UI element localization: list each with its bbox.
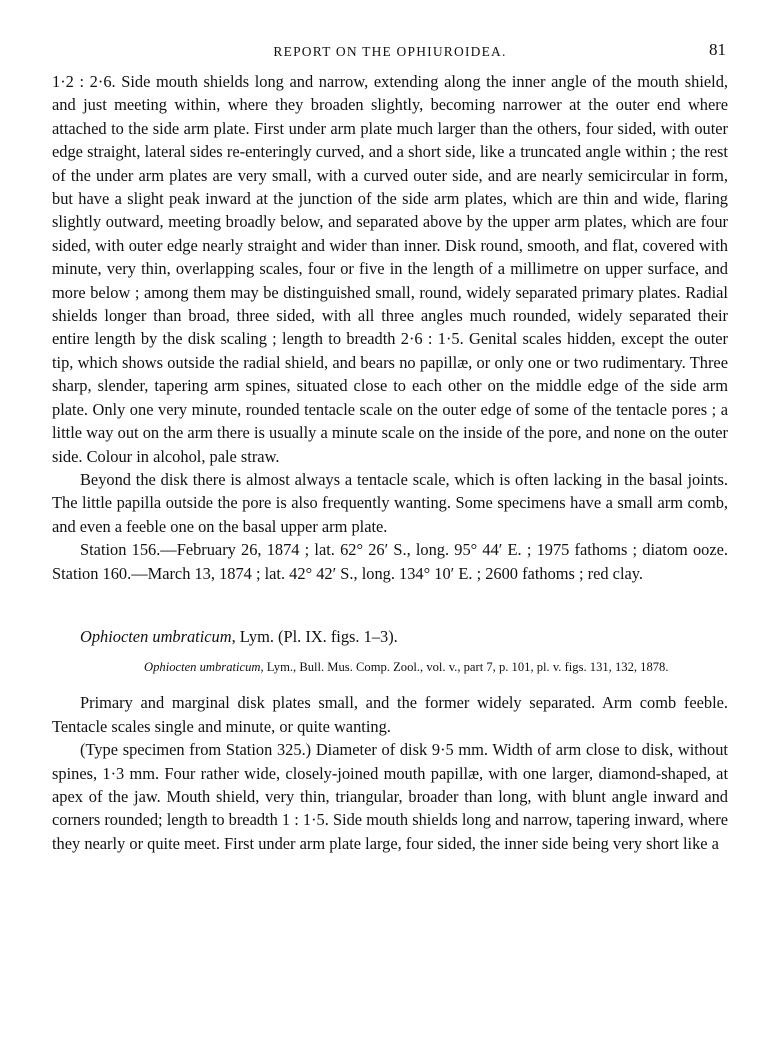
species-authority: , Lym. (Pl. IX. figs. 1–3). [231, 626, 398, 646]
page [52, 40, 728, 855]
description-paragraph: (Type specimen from Station 325.) Diameter of disk 9·5 mm. Width of arm close to disk, without spines, 1·3 mm. Four rather wide, closely-joined mouth papillæ, with one larger, diamond-shaped, at apex of the jaw. Mouth shield, very thin, triangular, broader than long, with blunt angle inward and corners rounded; length to breadth 1 : 1·5. Side mouth shields long and narrow, tapering inward, where they nearly or quite meet. First under arm plate large, four sided, the inner side being very short like a [52, 740, 728, 853]
citation-text: , Lym., Bull. Mus. Comp. Zool., vol. v., part 7, p. 101, pl. v. figs. 131, 132, 1878. [260, 660, 669, 675]
page-header [52, 40, 728, 70]
body-paragraph: Beyond the disk there is almost always a tentacle scale, which is often lacking in the basal joints. The little papilla outside the pore is also frequently wanting. Some specimens have a small arm comb, and even a feeble one on the basal upper arm plate. [52, 469, 728, 536]
diagnosis-paragraph: Primary and marginal disk plates small, and the former widely separated. Arm comb feeble. Tentacle scales single and minute, or quite wanting. [52, 693, 728, 736]
station-record: Station 156.—February 26, 1874 ; lat. 62° 26′ S., long. 95° 44′ E. ; 1975 fathoms ; diatom ooze. Station 160.—March 13, 1874 ; lat. 42° 42′ S., long. 134° 10′ E. ; 2600 fathoms ; red clay. [52, 540, 728, 583]
body-paragraph: 1·2 : 2·6. Side mouth shields long and narrow, extending along the inner angle of the mouth shield, and just meeting within, where they broaden slightly, becoming narrower at the outer end where attached to the side arm plate. First under arm plate much larger than the others, four sided, with outer edge straight, lateral sides re-enteringly curved, and a short side, like a truncated angle within ; the rest of the under arm plates are very small, with a curved outer side, and are nearly semicircular in form, but have a slight peak inward at the junction of the side arm plates, which are thin and wide, flaring slightly outward, meeting broadly below, and separated above by the upper arm plates, which are four sided, with outer edge nearly straight and wider than inner. Disk round, smooth, and flat, covered with minute, very thin, overlapping scales, four or five in the length of a millimetre on upper surface, and more below ; among them may be distinguished small, round, widely separated primary plates. Radial shields longer than broad, three sided, with all three angles much rounded, widely separated their entire length by the disk scaling ; length to breadth 2·6 : 1·5. Genital scales hidden, except the outer tip, which shows outside the radial shield, and bears no papillæ, or only one or two rudimentary. Three sharp, slender, tapering arm spines, situated close to each other on the middle edge of the side arm plate. Only one very minute, rounded tentacle scale on the outer edge of some of the tentacle pores ; a little way out on the arm there is usually a minute scale on the inside of the pore, and none on the outer side. Colour in alcohol, pale straw. [52, 72, 728, 466]
running-head: REPORT ON THE OPHIUROIDEA. [273, 44, 507, 59]
species-name: Ophiocten umbraticum [80, 626, 232, 646]
synonymy-citation [144, 658, 728, 677]
species-heading [80, 625, 728, 648]
citation-species-name: Ophiocten umbraticum [144, 660, 261, 675]
page-number: 81 [709, 40, 726, 59]
